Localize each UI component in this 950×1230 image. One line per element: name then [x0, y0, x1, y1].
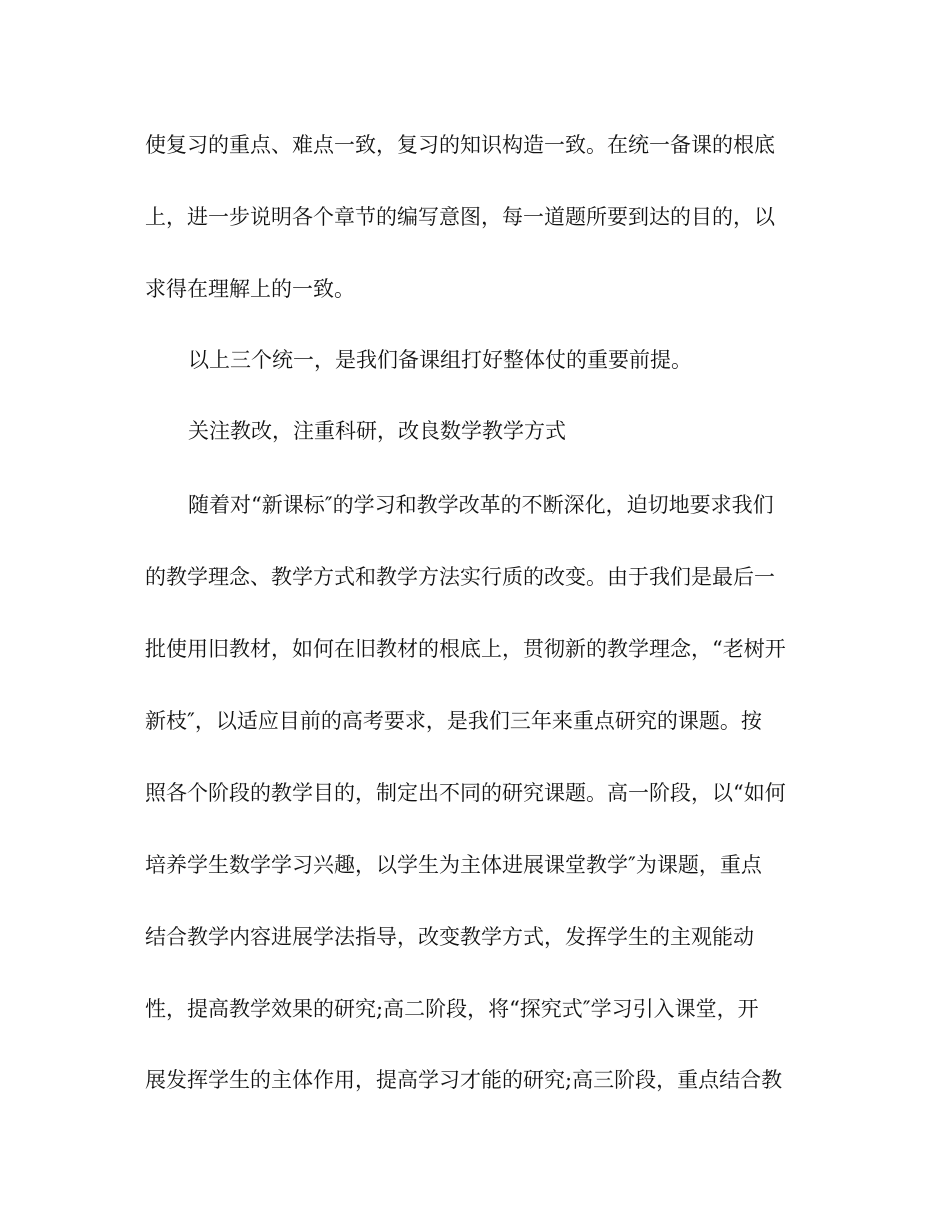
- text-line: 展发挥学生的主体作用，提高学习才能的研究;高三阶段，重点结合教: [145, 1068, 783, 1092]
- text-line: 的教学理念、教学方式和教学方法实行质的改变。由于我们是最后一: [145, 565, 775, 589]
- text-line: 结合教学内容进展学法指导，改变教学方式，发挥学生的主观能动: [145, 925, 754, 949]
- text-line: 以上三个统一，是我们备课组打好整体仗的重要前提。: [188, 348, 692, 372]
- section-heading: 关注教改，注重科研，改良数学教学方式: [188, 419, 566, 443]
- text-line: 照各个阶段的教学目的，制定出不同的研究课题。高一阶段，以“如何: [145, 781, 786, 805]
- text-line: 求得在理解上的一致。: [145, 277, 355, 301]
- text-line: 上，进一步说明各个章节的编写意图，每一道题所要到达的目的，以: [145, 205, 775, 229]
- text-line: 培养学生数学学习兴趣，以学生为主体进展课堂教学″为课题，重点: [145, 853, 762, 877]
- text-line: 性，提高教学效果的研究;高二阶段，将“探究式″学习引入课堂，开: [145, 997, 759, 1021]
- text-line: 随着对“新课标″的学习和教学改革的不断深化，迫切地要求我们: [188, 493, 774, 517]
- text-line: 使复习的重点、难点一致，复习的知识构造一致。在统一备课的根底: [145, 133, 775, 157]
- text-line: 批使用旧教材，如何在旧教材的根底上，贯彻新的教学理念，“老树开: [145, 637, 786, 661]
- text-line: 新枝″，以适应目前的高考要求，是我们三年来重点研究的课题。按: [145, 709, 762, 733]
